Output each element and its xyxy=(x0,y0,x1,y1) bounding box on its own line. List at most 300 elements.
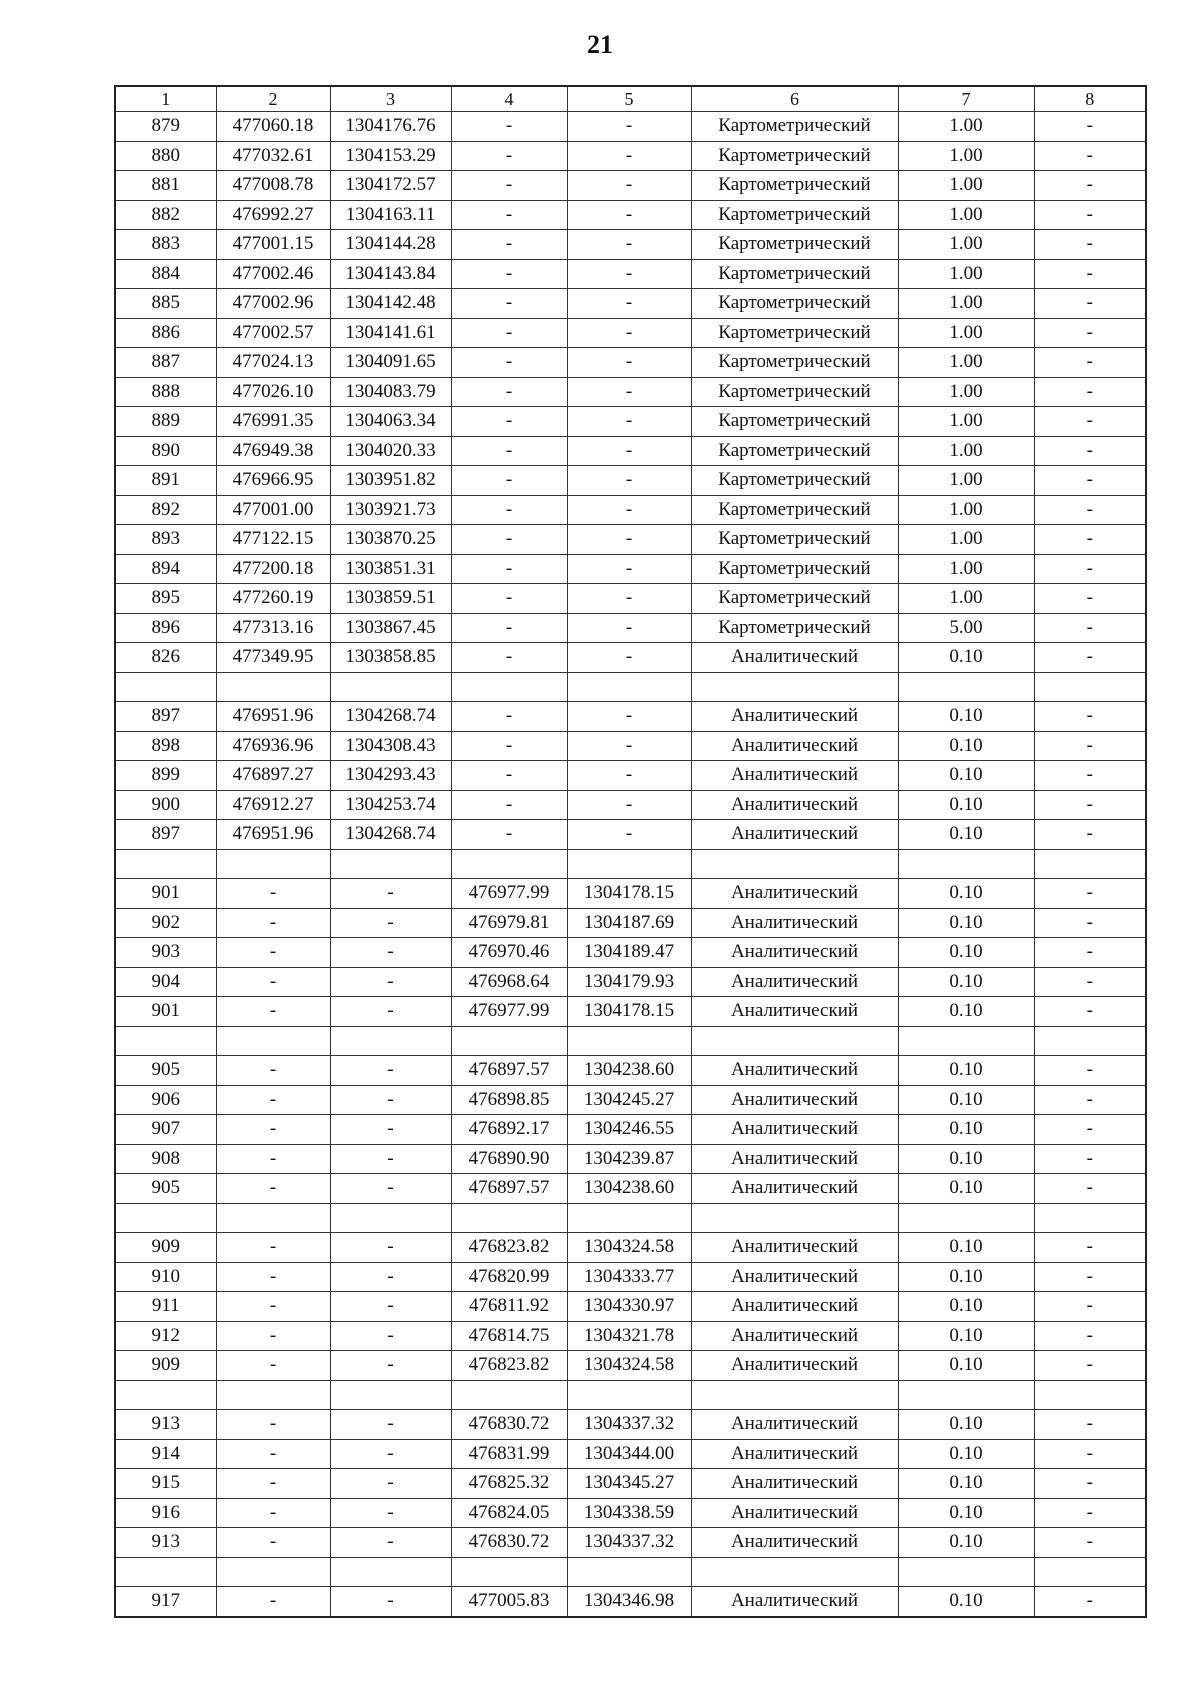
table-cell: 1304178.15 xyxy=(567,879,691,909)
table-cell: Аналитический xyxy=(691,908,898,938)
table-cell: - xyxy=(1034,1439,1146,1469)
table-cell: - xyxy=(1034,1469,1146,1499)
table-cell: - xyxy=(1034,613,1146,643)
table-cell: 1304337.32 xyxy=(567,1410,691,1440)
table-cell xyxy=(691,1380,898,1410)
table-cell: - xyxy=(451,584,567,614)
table-cell: - xyxy=(567,731,691,761)
table-cell xyxy=(567,1557,691,1587)
table-cell xyxy=(216,1203,330,1233)
table-cell: 1303867.45 xyxy=(330,613,451,643)
table-cell: - xyxy=(1034,1587,1146,1617)
table-cell: - xyxy=(567,289,691,319)
table-cell: 1304091.65 xyxy=(330,348,451,378)
table-row xyxy=(115,908,1146,938)
table-cell: 0.10 xyxy=(898,1262,1034,1292)
table-row xyxy=(115,377,1146,407)
table-cell: - xyxy=(216,1085,330,1115)
table-cell: 476936.96 xyxy=(216,731,330,761)
table-cell: 476897.57 xyxy=(451,1174,567,1204)
table-row xyxy=(115,230,1146,260)
table-cell: - xyxy=(567,259,691,289)
table-row xyxy=(115,436,1146,466)
table-cell: 1304172.57 xyxy=(330,171,451,201)
table-cell xyxy=(330,849,451,879)
table-cell: - xyxy=(451,289,567,319)
table-cell: 891 xyxy=(115,466,216,496)
table-cell: 913 xyxy=(115,1528,216,1558)
table-cell: - xyxy=(451,820,567,850)
table-cell xyxy=(330,1203,451,1233)
table-cell: - xyxy=(451,112,567,142)
table-cell: Аналитический xyxy=(691,967,898,997)
table-cell: Аналитический xyxy=(691,1528,898,1558)
table-cell: - xyxy=(567,318,691,348)
table-cell: 1304245.27 xyxy=(567,1085,691,1115)
table-row xyxy=(115,672,1146,702)
table-cell: 1303851.31 xyxy=(330,554,451,584)
table-cell: - xyxy=(451,613,567,643)
table-cell: Аналитический xyxy=(691,1085,898,1115)
table-cell: Картометрический xyxy=(691,613,898,643)
table-cell: 1304293.43 xyxy=(330,761,451,791)
table-row xyxy=(115,1203,1146,1233)
table-cell: 476820.99 xyxy=(451,1262,567,1292)
table-cell: 893 xyxy=(115,525,216,555)
table-cell: 0.10 xyxy=(898,997,1034,1027)
table-cell xyxy=(115,1203,216,1233)
table-row xyxy=(115,1351,1146,1381)
header-cell: 2 xyxy=(216,86,330,112)
table-cell: - xyxy=(330,1439,451,1469)
table-cell: Аналитический xyxy=(691,1469,898,1499)
table-cell: - xyxy=(1034,1085,1146,1115)
table-cell: - xyxy=(1034,1498,1146,1528)
table-cell: 0.10 xyxy=(898,731,1034,761)
table-cell: - xyxy=(567,820,691,850)
table-cell: Аналитический xyxy=(691,1056,898,1086)
table-cell xyxy=(898,672,1034,702)
table-row xyxy=(115,1174,1146,1204)
table-cell xyxy=(451,1203,567,1233)
table-cell: 0.10 xyxy=(898,1469,1034,1499)
table-cell: - xyxy=(1034,790,1146,820)
table-cell: 1.00 xyxy=(898,495,1034,525)
table-cell: 0.10 xyxy=(898,1233,1034,1263)
table-cell: 477060.18 xyxy=(216,112,330,142)
table-cell: 0.10 xyxy=(898,820,1034,850)
table-cell xyxy=(451,1380,567,1410)
table-cell: 898 xyxy=(115,731,216,761)
table-row xyxy=(115,112,1146,142)
table-cell: - xyxy=(1034,643,1146,673)
table-cell: 1304187.69 xyxy=(567,908,691,938)
table-cell: - xyxy=(1034,289,1146,319)
table-cell: 476890.90 xyxy=(451,1144,567,1174)
table-cell: - xyxy=(451,761,567,791)
table-cell: - xyxy=(216,967,330,997)
table-cell: - xyxy=(1034,1144,1146,1174)
table-row xyxy=(115,731,1146,761)
table-cell: 476814.75 xyxy=(451,1321,567,1351)
table-cell: 476830.72 xyxy=(451,1528,567,1558)
table-cell: 1.00 xyxy=(898,525,1034,555)
table-cell: 476892.17 xyxy=(451,1115,567,1145)
table-cell: - xyxy=(1034,1528,1146,1558)
table-cell: 476823.82 xyxy=(451,1233,567,1263)
table-cell: - xyxy=(330,1115,451,1145)
table-cell: 0.10 xyxy=(898,1085,1034,1115)
table-cell: 1304144.28 xyxy=(330,230,451,260)
table-cell: 0.10 xyxy=(898,1410,1034,1440)
table-cell: 0.10 xyxy=(898,702,1034,732)
table-cell xyxy=(115,1557,216,1587)
table-cell xyxy=(898,849,1034,879)
table-cell: Картометрический xyxy=(691,466,898,496)
table-row xyxy=(115,407,1146,437)
table-cell: 913 xyxy=(115,1410,216,1440)
table-cell: 476951.96 xyxy=(216,702,330,732)
table-cell: - xyxy=(216,1321,330,1351)
table-cell xyxy=(1034,1557,1146,1587)
table-cell: 1304333.77 xyxy=(567,1262,691,1292)
table-cell: - xyxy=(216,1233,330,1263)
table-cell: 477001.15 xyxy=(216,230,330,260)
table-cell: 894 xyxy=(115,554,216,584)
table-cell: 1.00 xyxy=(898,171,1034,201)
table-cell: - xyxy=(1034,230,1146,260)
table-cell: - xyxy=(567,348,691,378)
table-cell: - xyxy=(330,1056,451,1086)
table-cell: 0.10 xyxy=(898,967,1034,997)
table-cell: 892 xyxy=(115,495,216,525)
table-cell: 476897.27 xyxy=(216,761,330,791)
table-cell: 885 xyxy=(115,289,216,319)
header-cell: 6 xyxy=(691,86,898,112)
table-cell: - xyxy=(330,1498,451,1528)
table-cell xyxy=(115,849,216,879)
table-cell: - xyxy=(216,1498,330,1528)
table-cell: - xyxy=(451,466,567,496)
table-cell: 1.00 xyxy=(898,259,1034,289)
table-cell xyxy=(216,1380,330,1410)
table-cell xyxy=(115,1026,216,1056)
table-cell: - xyxy=(451,377,567,407)
table-row xyxy=(115,1410,1146,1440)
table-cell xyxy=(451,1026,567,1056)
table-cell: 0.10 xyxy=(898,908,1034,938)
table-cell: - xyxy=(216,938,330,968)
table-cell: 914 xyxy=(115,1439,216,1469)
table-cell xyxy=(330,1380,451,1410)
table-cell: - xyxy=(1034,348,1146,378)
table-row xyxy=(115,1026,1146,1056)
table-cell: 910 xyxy=(115,1262,216,1292)
table-cell: - xyxy=(451,230,567,260)
table-row xyxy=(115,1056,1146,1086)
table-row xyxy=(115,1262,1146,1292)
table-row xyxy=(115,761,1146,791)
table-cell: - xyxy=(330,1528,451,1558)
table-row xyxy=(115,1439,1146,1469)
table-cell: - xyxy=(451,141,567,171)
table-row xyxy=(115,879,1146,909)
table-cell: Картометрический xyxy=(691,289,898,319)
table-cell: - xyxy=(216,1115,330,1145)
table-cell: 1304176.76 xyxy=(330,112,451,142)
table-cell: 1304330.97 xyxy=(567,1292,691,1322)
table-cell: - xyxy=(1034,436,1146,466)
table-cell xyxy=(1034,849,1146,879)
table-cell: 1304153.29 xyxy=(330,141,451,171)
table-cell: 887 xyxy=(115,348,216,378)
table-cell: - xyxy=(330,1144,451,1174)
table-cell: Аналитический xyxy=(691,938,898,968)
table-cell: 477313.16 xyxy=(216,613,330,643)
table-cell: 1.00 xyxy=(898,348,1034,378)
table-cell: - xyxy=(1034,1321,1146,1351)
table-cell: 1.00 xyxy=(898,436,1034,466)
table-cell: 1304163.11 xyxy=(330,200,451,230)
table-cell xyxy=(567,1026,691,1056)
table-cell: 901 xyxy=(115,997,216,1027)
table-cell: - xyxy=(567,407,691,437)
header-cell: 1 xyxy=(115,86,216,112)
table-cell: Аналитический xyxy=(691,1439,898,1469)
table-cell: 476992.27 xyxy=(216,200,330,230)
table-cell: Картометрический xyxy=(691,230,898,260)
table-cell: Картометрический xyxy=(691,259,898,289)
table-cell: 882 xyxy=(115,200,216,230)
table-cell: Аналитический xyxy=(691,879,898,909)
table-cell: - xyxy=(1034,1262,1146,1292)
table-cell: 1304020.33 xyxy=(330,436,451,466)
table-cell: Картометрический xyxy=(691,407,898,437)
table-cell: - xyxy=(451,790,567,820)
table-cell: - xyxy=(1034,1233,1146,1263)
table-cell: Аналитический xyxy=(691,1262,898,1292)
table-cell xyxy=(567,1380,691,1410)
table-row xyxy=(115,1321,1146,1351)
table-cell: 1303858.85 xyxy=(330,643,451,673)
table-cell: - xyxy=(216,1144,330,1174)
table-cell: 0.10 xyxy=(898,1056,1034,1086)
table-cell: 909 xyxy=(115,1233,216,1263)
table-cell: 1304324.58 xyxy=(567,1351,691,1381)
table-cell: 903 xyxy=(115,938,216,968)
table-cell: - xyxy=(330,967,451,997)
table-cell: Картометрический xyxy=(691,554,898,584)
table-cell: 1.00 xyxy=(898,318,1034,348)
table-cell: - xyxy=(567,436,691,466)
table-cell: 477032.61 xyxy=(216,141,330,171)
table-row xyxy=(115,1144,1146,1174)
table-cell: 0.10 xyxy=(898,879,1034,909)
table-cell: - xyxy=(216,1262,330,1292)
table-cell: - xyxy=(1034,1292,1146,1322)
table-cell: - xyxy=(451,348,567,378)
table-cell: 1304141.61 xyxy=(330,318,451,348)
table-cell: - xyxy=(1034,702,1146,732)
table-cell: - xyxy=(216,1410,330,1440)
table-cell: 911 xyxy=(115,1292,216,1322)
table-cell: 1303951.82 xyxy=(330,466,451,496)
table-cell: 904 xyxy=(115,967,216,997)
table-cell: 477349.95 xyxy=(216,643,330,673)
table-cell: 896 xyxy=(115,613,216,643)
table-cell: 1.00 xyxy=(898,289,1034,319)
table-cell: 1304239.87 xyxy=(567,1144,691,1174)
table-cell: 476811.92 xyxy=(451,1292,567,1322)
table-row xyxy=(115,938,1146,968)
table-cell: Аналитический xyxy=(691,1321,898,1351)
table-cell: Аналитический xyxy=(691,761,898,791)
table-cell: - xyxy=(330,908,451,938)
table-cell: - xyxy=(567,584,691,614)
table-cell: - xyxy=(1034,1174,1146,1204)
table-cell: 476966.95 xyxy=(216,466,330,496)
table-cell: - xyxy=(1034,820,1146,850)
table-cell: 1.00 xyxy=(898,407,1034,437)
table-cell: 900 xyxy=(115,790,216,820)
table-cell: 1304268.74 xyxy=(330,820,451,850)
table-cell: Картометрический xyxy=(691,318,898,348)
table-cell: - xyxy=(330,1469,451,1499)
table-row xyxy=(115,1115,1146,1145)
table-row xyxy=(115,584,1146,614)
header-cell: 5 xyxy=(567,86,691,112)
table-cell: 916 xyxy=(115,1498,216,1528)
table-cell: Картометрический xyxy=(691,495,898,525)
table-cell: 1.00 xyxy=(898,584,1034,614)
table-row xyxy=(115,289,1146,319)
table-cell: 5.00 xyxy=(898,613,1034,643)
table-row xyxy=(115,643,1146,673)
table-cell xyxy=(691,672,898,702)
table-cell: 1304253.74 xyxy=(330,790,451,820)
table-cell: - xyxy=(567,495,691,525)
table-cell: - xyxy=(330,879,451,909)
table-row xyxy=(115,1085,1146,1115)
table-cell: - xyxy=(451,318,567,348)
table-cell: - xyxy=(567,525,691,555)
table-cell: 0.10 xyxy=(898,790,1034,820)
table-row xyxy=(115,141,1146,171)
table-cell xyxy=(691,849,898,879)
table-cell xyxy=(1034,1203,1146,1233)
table-cell: 890 xyxy=(115,436,216,466)
table-cell: 912 xyxy=(115,1321,216,1351)
table-cell: - xyxy=(330,997,451,1027)
table-cell: - xyxy=(1034,200,1146,230)
table-cell: 905 xyxy=(115,1056,216,1086)
table-cell xyxy=(691,1203,898,1233)
header-cell: 8 xyxy=(1034,86,1146,112)
table-cell: 476831.99 xyxy=(451,1439,567,1469)
table-cell: - xyxy=(330,1085,451,1115)
table-cell: Аналитический xyxy=(691,1351,898,1381)
table-cell: Аналитический xyxy=(691,1115,898,1145)
table-cell: 1.00 xyxy=(898,377,1034,407)
table-cell: 0.10 xyxy=(898,1587,1034,1617)
table-cell: 476824.05 xyxy=(451,1498,567,1528)
table-cell: - xyxy=(330,1233,451,1263)
table-cell: 879 xyxy=(115,112,216,142)
table-cell: Аналитический xyxy=(691,1292,898,1322)
table-cell: - xyxy=(330,1410,451,1440)
table-cell: Картометрический xyxy=(691,525,898,555)
table-cell: 917 xyxy=(115,1587,216,1617)
table-cell: Аналитический xyxy=(691,1233,898,1263)
table-cell: - xyxy=(216,1292,330,1322)
table-cell: - xyxy=(216,1174,330,1204)
table-cell: 1304179.93 xyxy=(567,967,691,997)
table-cell: 0.10 xyxy=(898,938,1034,968)
table-cell: - xyxy=(330,1321,451,1351)
table-cell: 884 xyxy=(115,259,216,289)
table-cell: Картометрический xyxy=(691,436,898,466)
table-cell xyxy=(216,1557,330,1587)
table-cell: 901 xyxy=(115,879,216,909)
table-cell: 477260.19 xyxy=(216,584,330,614)
table-cell xyxy=(216,849,330,879)
table-cell: 880 xyxy=(115,141,216,171)
table-cell xyxy=(691,1557,898,1587)
table-cell: 476949.38 xyxy=(216,436,330,466)
table-cell: 905 xyxy=(115,1174,216,1204)
table-cell: - xyxy=(567,643,691,673)
table-cell: Картометрический xyxy=(691,200,898,230)
table-cell xyxy=(898,1026,1034,1056)
table-cell: 899 xyxy=(115,761,216,791)
table-cell xyxy=(216,1026,330,1056)
table-cell: Аналитический xyxy=(691,1498,898,1528)
table-cell: 1303859.51 xyxy=(330,584,451,614)
table-cell: - xyxy=(567,112,691,142)
table-cell: - xyxy=(1034,1115,1146,1145)
table-row xyxy=(115,171,1146,201)
table-cell: 1304246.55 xyxy=(567,1115,691,1145)
table-cell: 902 xyxy=(115,908,216,938)
table-cell: - xyxy=(1034,908,1146,938)
table-cell: - xyxy=(330,1292,451,1322)
table-cell: 0.10 xyxy=(898,1498,1034,1528)
table-cell: 1.00 xyxy=(898,230,1034,260)
table-cell: - xyxy=(451,407,567,437)
table-cell xyxy=(567,672,691,702)
table-cell: - xyxy=(451,554,567,584)
table-cell: - xyxy=(330,1262,451,1292)
table-cell: - xyxy=(451,731,567,761)
table-cell: 476977.99 xyxy=(451,879,567,909)
table-cell: - xyxy=(1034,377,1146,407)
table-cell: 1304321.78 xyxy=(567,1321,691,1351)
table-cell: 476912.27 xyxy=(216,790,330,820)
table-cell: - xyxy=(1034,466,1146,496)
table-row xyxy=(115,1380,1146,1410)
table-cell: - xyxy=(216,908,330,938)
table-row xyxy=(115,1557,1146,1587)
table-cell xyxy=(567,849,691,879)
table-cell: 907 xyxy=(115,1115,216,1145)
table-cell: Аналитический xyxy=(691,997,898,1027)
table-cell xyxy=(1034,672,1146,702)
table-row xyxy=(115,200,1146,230)
table-cell: 477122.15 xyxy=(216,525,330,555)
table-row xyxy=(115,1292,1146,1322)
table-cell: - xyxy=(216,997,330,1027)
table-row xyxy=(115,702,1146,732)
